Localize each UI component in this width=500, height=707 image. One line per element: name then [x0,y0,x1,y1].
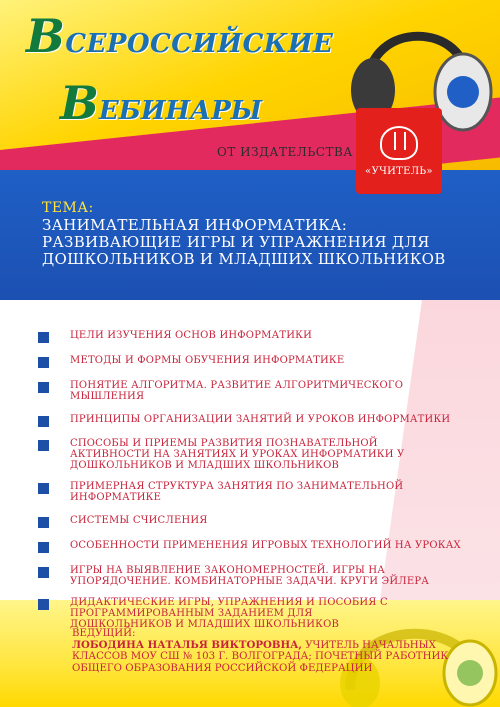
agenda-list [38,330,468,630]
square-bullet-icon [38,517,49,528]
list-item-text: ПРИМЕРНАЯ СТРУКТУРА ЗАНЯТИЯ ПО ЗАНИМАТЕЛЬНОЙ ИНФОРМАТИКЕ [70,481,404,503]
brand-line-1 [26,9,334,63]
list-item-text: МЕТОДЫ И ФОРМЫ ОБУЧЕНИЯ ИНФОРМАТИКЕ [70,355,345,366]
topic-label: ТЕМА: [42,200,94,216]
publisher-prefix: ОТ ИЗДАТЕЛЬСТВА [217,145,353,159]
brand-line-2-rest: ЕБИНАРЫ [98,96,263,126]
topic-text: ЗАНИМАТЕЛЬНАЯ ИНФОРМАТИКА: РАЗВИВАЮЩИЕ ИГРЫ И УПРАЖНЕНИЯ ДЛЯ ДОШКОЛЬНИКОВ И МЛАДШИХ ШКОЛЬНИКОВ [42,216,446,268]
list-item [38,414,468,427]
publisher-logo [356,108,442,194]
square-bullet-icon [38,599,49,610]
list-item [38,481,468,503]
list-item [38,438,468,471]
list-item [38,515,468,528]
list-item-text: ЦЕЛИ ИЗУЧЕНИЯ ОСНОВ ИНФОРМАТИКИ [70,330,312,341]
brand-line-2 [60,76,262,130]
square-bullet-icon [38,483,49,494]
list-item-text: СИСТЕМЫ СЧИСЛЕНИЯ [70,515,208,526]
square-bullet-icon [38,382,49,393]
host-label: ВЕДУЩИЙ: [72,628,136,639]
list-item-text: СПОСОБЫ И ПРИЕМЫ РАЗВИТИЯ ПОЗНАВАТЕЛЬНОЙ АКТИВНОСТИ НА ЗАНЯТИЯХ И УРОКАХ ИНФОРМАТИКИ У ДОШКОЛЬНИКОВ И МЛАДШИХ ШКОЛЬНИКОВ [70,438,405,471]
square-bullet-icon [38,542,49,553]
square-bullet-icon [38,440,49,451]
publisher-name: «УЧИТЕЛЬ» [365,165,433,177]
list-item [38,565,468,587]
square-bullet-icon [38,416,49,427]
host-block [72,628,472,674]
list-item-text: ИГРЫ НА ВЫЯВЛЕНИЕ ЗАКОНОМЕРНОСТЕЙ. ИГРЫ НА УПОРЯДОЧЕНИЕ. КОМБИНАТОРНЫЕ ЗАДАЧИ. КРУГИ ЭЙЛЕРА [70,565,430,587]
brand-line-1-rest: СЕРОССИЙСКИЕ [65,29,334,59]
list-item-text: ПОНЯТИЕ АЛГОРИТМА. РАЗВИТИЕ АЛГОРИТМИЧЕСКОГО МЫШЛЕНИЯ [70,380,404,402]
book-icon [380,126,418,160]
brand-line-2-cap: В [60,76,99,130]
square-bullet-icon [38,567,49,578]
host-description: УЧИТЕЛЬ НАЧАЛЬНЫХ КЛАССОВ МОУ СШ № 103 Г. ВОЛГОГРАДА; ПОЧЕТНЫЙ РАБОТНИК ОБЩЕГО ОБРАЗОВАНИЯ РОССИЙСКОЙ ФЕДЕРАЦИИ [72,639,449,674]
list-item [38,380,468,402]
host-name: ЛОБОДИНА НАТАЛЬЯ ВИКТОРОВНА, [72,638,302,651]
square-bullet-icon [38,332,49,343]
list-item-text: ДИДАКТИЧЕСКИЕ ИГРЫ, УПРАЖНЕНИЯ И ПОСОБИЯ С ПРОГРАММИРОВАННЫМ ЗАДАНИЕМ ДЛЯ ДОШКОЛЬНИКОВ И МЛАДШИХ ШКОЛЬНИКОВ [70,597,388,630]
brand-line-1-cap: В [26,9,66,63]
list-item [38,355,468,368]
list-item [38,330,468,343]
square-bullet-icon [38,357,49,368]
list-item-text: ОСОБЕННОСТИ ПРИМЕНЕНИЯ ИГРОВЫХ ТЕХНОЛОГИЙ НА УРОКАХ [70,540,461,551]
list-item-text: ПРИНЦИПЫ ОРГАНИЗАЦИИ ЗАНЯТИЙ И УРОКОВ ИНФОРМАТИКИ [70,414,451,425]
list-item [38,540,468,553]
